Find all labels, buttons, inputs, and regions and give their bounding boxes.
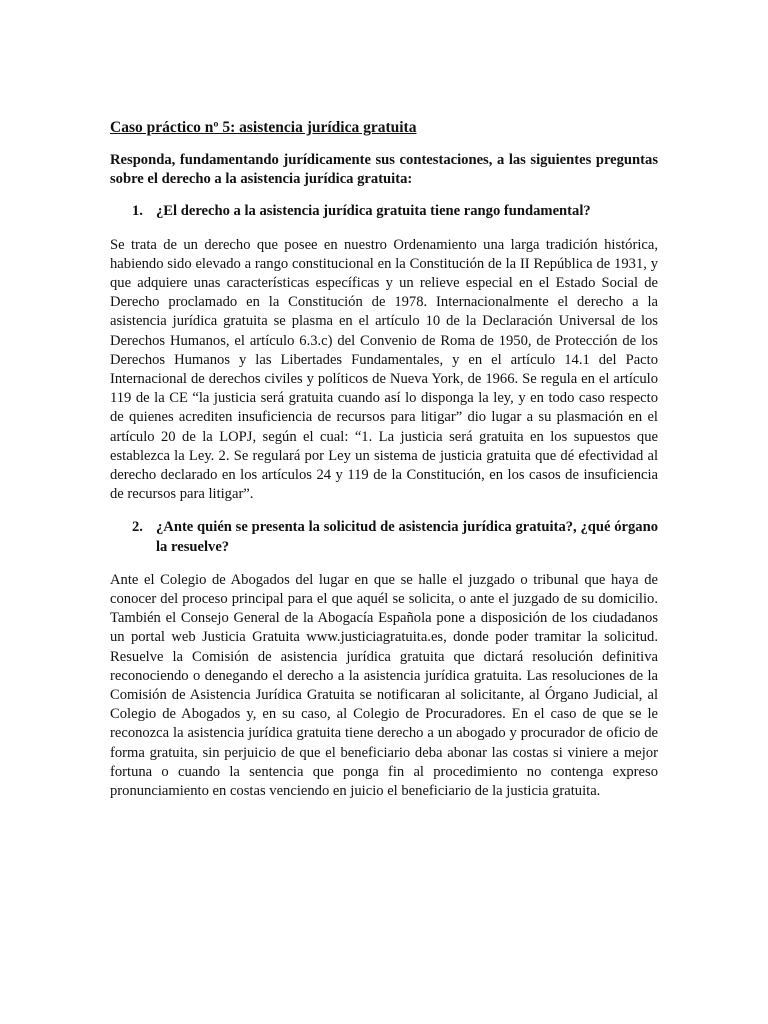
question-1-text: ¿El derecho a la asistencia jurídica gratuita tiene rango fundamental? <box>156 203 591 220</box>
question-2 <box>110 518 658 556</box>
question-1-number: 1. <box>132 203 143 220</box>
answer-2: Ante el Colegio de Abogados del lugar en que se halle el juzgado o tribunal que haya de conocer del proceso principal para el que aquél se solicita, o ante el juzgado de su domicilio. También el Consejo General de la Abogacía Española pone a disposición de los ciudadanos un portal web Justicia Gratuita www.justiciagratuita.es, donde poder tramitar la solicitud. Resuelve la Comisión de asistencia jurídica gratuita que dictará resolución definitiva reconociendo o denegando el derecho a la asistencia jurídica gratuita. Las resoluciones de la Comisión de Asistencia Jurídica Gratuita se notificaran al solicitante, al Órgano Judicial, al Colegio de Abogados y, en su caso, al Colegio de Procuradores. En el caso de que se le reconozca la asistencia jurídica gratuita tiene derecho a un abogado y procurador de oficio de forma gratuita, sin perjuicio de que el beneficiario deba abonar las costas si viniere a mejor fortuna o cuando la sentencia que ponga fin al procedimiento no contenga expreso pronunciamiento en costas venciendo en juicio el beneficiario de la justicia gratuita. <box>110 571 658 800</box>
question-1 <box>110 202 658 221</box>
document-intro: Responda, fundamentando jurídicamente sus contestaciones, a las siguientes preguntas sobre el derecho a la asistencia jurídica gratuita: <box>110 152 658 188</box>
document-page <box>110 118 658 815</box>
question-2-number: 2. <box>132 519 143 536</box>
document-title: Caso práctico nº 5: asistencia jurídica gratuita <box>110 119 417 136</box>
question-2-text: ¿Ante quién se presenta la solicitud de asistencia jurídica gratuita?, ¿qué órgano la resuelve? <box>156 519 658 555</box>
answer-1: Se trata de un derecho que posee en nuestro Ordenamiento una larga tradición histórica, habiendo sido elevado a rango constitucional en la Constitución de la II República de 1931, y que adquiere unas características específicas y un relieve especial en el Estado Social de Derecho proclamado en la Constitución de 1978. Internacionalmente el derecho a la asistencia jurídica gratuita se plasma en el artículo 10 de la Declaración Universal de los Derechos Humanos, el artículo 6.3.c) del Convenio de Roma de 1950, de Protección de los Derechos Humanos y las Libertades Fundamentales, y en el artículo 14.1 del Pacto Internacional de derechos civiles y políticos de Nueva York, de 1966. Se regula en el artículo 119 de la CE “la justicia será gratuita cuando así lo disponga la ley, y en todo caso respecto de quienes acrediten insuficiencia de recursos para litigar” dio lugar a su plasmación en el artículo 20 de la LOPJ, según el cual: “1. La justicia será gratuita en los supuestos que establezca la Ley. 2. Se regulará por Ley un sistema de justicia gratuita que dé efectividad al derecho declarado en los artículos 24 y 119 de la Constitución, en los casos de insuficiencia de recursos para litigar”. <box>110 236 658 503</box>
